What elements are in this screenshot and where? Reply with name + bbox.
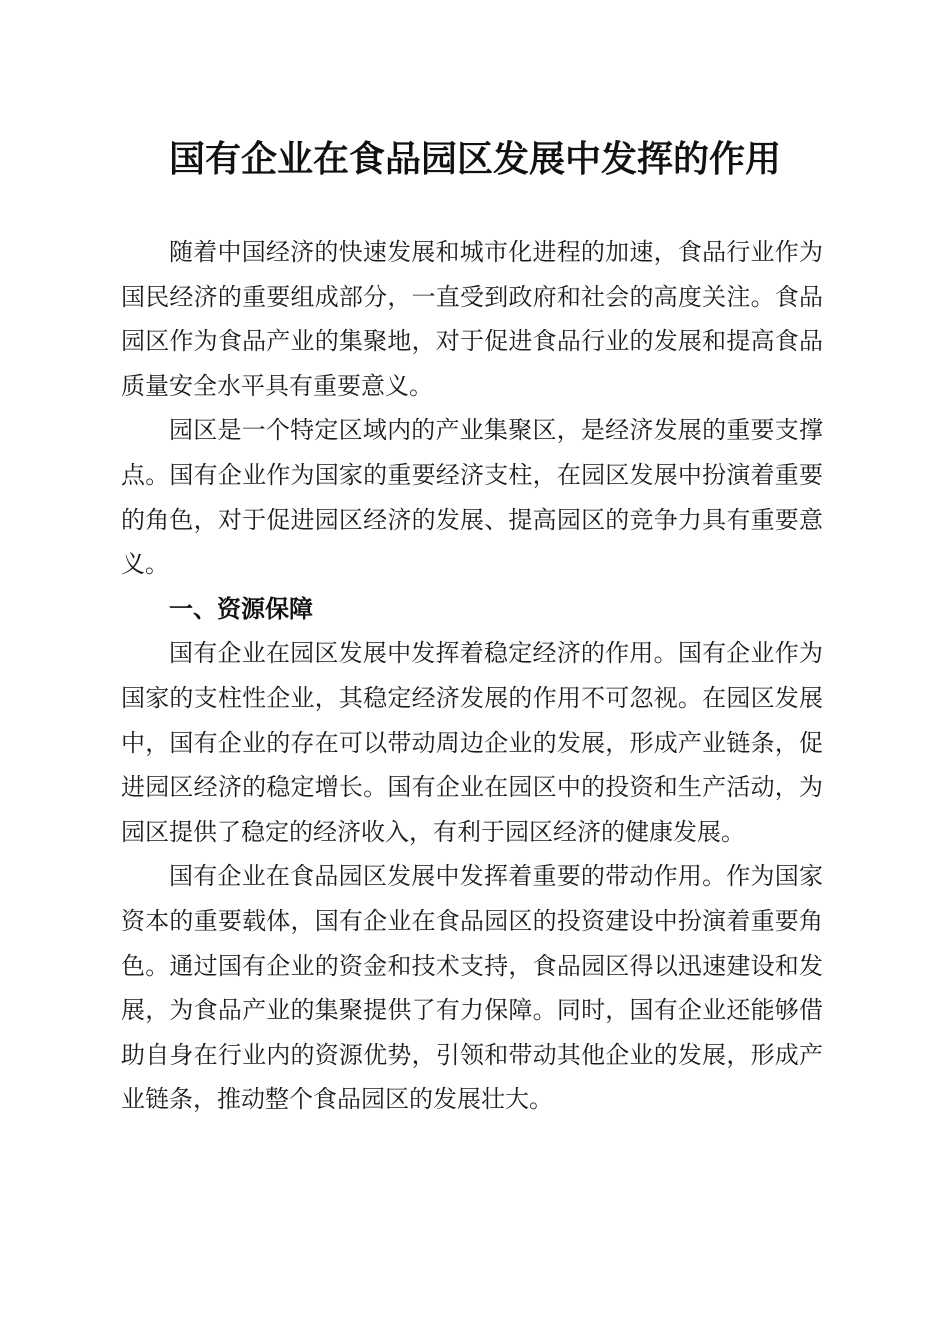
document-body: [121, 230, 823, 1122]
paragraph-intro-2: 园区是一个特定区域内的产业集聚区，是经济发展的重要支撑点。国有企业作为国家的重要经济支柱，在园区发展中扮演着重要的角色，对于促进园区经济的发展、提高园区的竞争力具有重要意义。: [121, 416, 823, 579]
paragraph-section-1: 国有企业在园区发展中发挥着稳定经济的作用。国有企业作为国家的支柱性企业，其稳定经济发展的作用不可忽视。在园区发展中，国有企业的存在可以带动周边企业的发展，形成产业链条，促进园区经济的稳定增长。国有企业在园区中的投资和生产活动，为园区提供了稳定的经济收入，有利于园区经济的健康发展。: [121, 639, 823, 846]
section-heading: 一、资源保障: [169, 594, 313, 623]
paragraph-section-2: 国有企业在食品园区发展中发挥着重要的带动作用。作为国家资本的重要载体，国有企业在食品园区的投资建设中扮演着重要角色。通过国有企业的资金和技术支持，食品园区得以迅速建设和发展，为食品产业的集聚提供了有力保障。同时，国有企业还能够借助自身在行业内的资源优势，引领和带动其他企业的发展，形成产业链条，推动整个食品园区的发展壮大。: [121, 862, 823, 1114]
paragraph-intro-1: 随着中国经济的快速发展和城市化进程的加速，食品行业作为国民经济的重要组成部分，一直受到政府和社会的高度关注。食品园区作为食品产业的集聚地，对于促进食品行业的发展和提高食品质量安全水平具有重要意义。: [121, 238, 823, 400]
document-title: 国有企业在食品园区发展中发挥的作用: [168, 138, 781, 180]
